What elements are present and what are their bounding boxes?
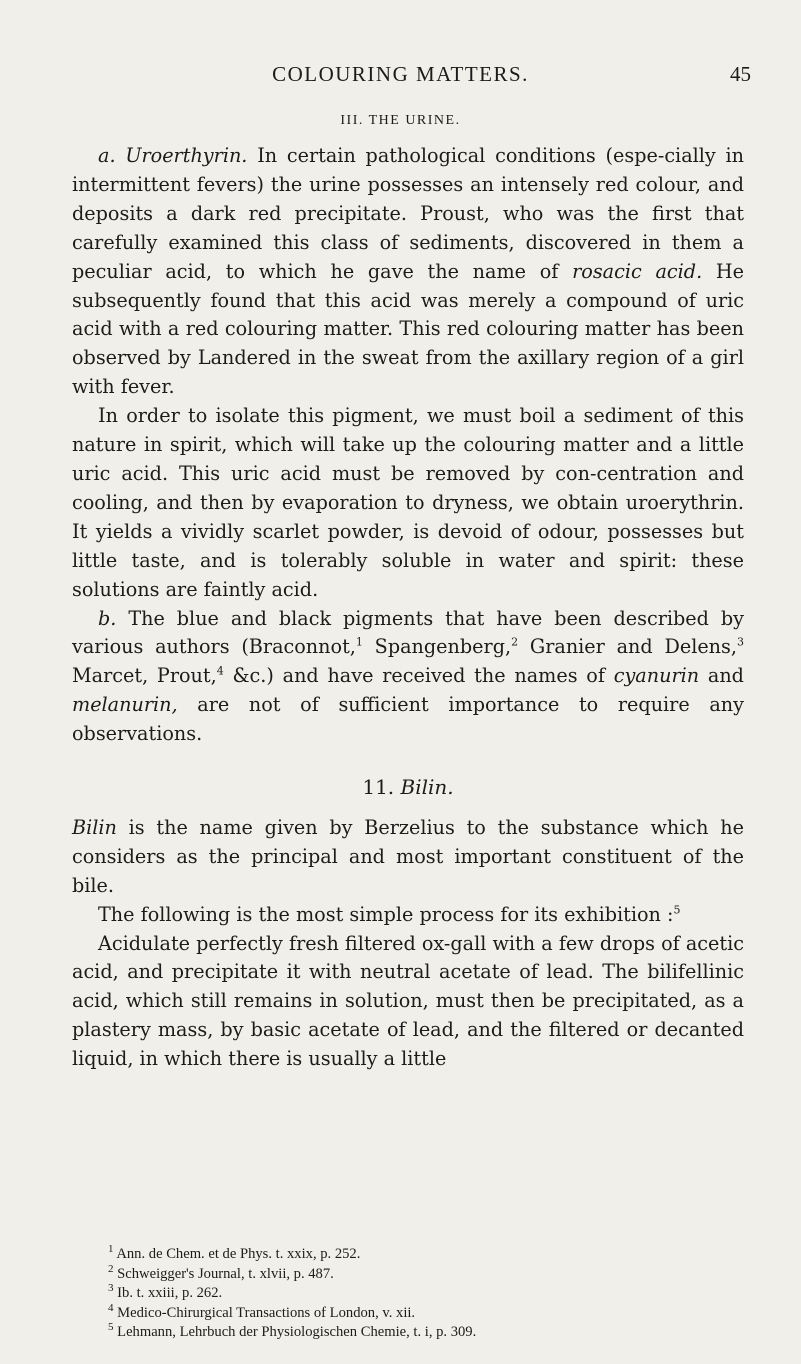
footnote: $^3$ Ib. t. xxiii, p. 262. xyxy=(108,1282,223,1302)
footnote-ref-3: 3 xyxy=(737,636,744,650)
running-head xyxy=(0,62,801,92)
page-number: 45 xyxy=(730,62,751,86)
chapter-number: 11. xyxy=(362,775,395,800)
chapter-heading-bilin xyxy=(72,773,744,802)
section-heading: III. THE URINE. xyxy=(340,113,461,128)
term-bilin: Bilin xyxy=(72,815,117,839)
item-label: b. xyxy=(98,606,117,630)
term-melanurin: melanurin, xyxy=(72,693,178,717)
paragraph-uroerythrin: a. Uroerthyrin. In certain pathological conditions (espe-cially in intermittent fevers) the urine possesses an intensely red colour, and deposits a dark red precipitate. Proust, who was the first that carefully examined this class of sediments, discovered in them a peculiar acid, to which he gave the name of rosacic acid. He subsequently found that this acid was merely a compound of uric acid with a red colouring matter. This red colouring matter has been observed by Landered in the sweat from the axillary region of a girl with fever. xyxy=(72,144,744,399)
paragraph-blue-black-pigments: b. The blue and black pigments that have been described by various authors (Braconnot,$^1$ Spangenberg,$^2$ Granier and Delens,$^3$ Marcet, Prout,$^4$ &c.) and have received the names of cyanurin and melanurin, are not of sufficient importance to require any observations. xyxy=(72,606,744,746)
paragraph-process: Acidulate perfectly fresh filtered ox-gall with a few drops of acetic acid, and precipitate it with neutral acetate of lead. The bilifellinic acid, which still remains in solution, must then be precipitated, as a plastery mass, by basic acetate of lead, and the filtered or decanted liquid, in which there is usually a little xyxy=(72,931,744,1071)
term-cyanurin: cyanurin xyxy=(613,664,700,688)
footnotes xyxy=(108,1245,744,1343)
chapter-title: Bilin. xyxy=(400,775,454,800)
footnote: $^1$ Ann. de Chem. et de Phys. t. xxix, p. 252. xyxy=(108,1243,361,1262)
term-uroerythrin: Uroerthyrin. xyxy=(125,144,248,167)
paragraph-process-intro: The following is the most simple process for its exhibition :$^5$ xyxy=(98,902,681,926)
footnote-ref-5: 5 xyxy=(673,903,681,917)
footnote: $^2$ Schweigger's Journal, t. xlvii, p. 487. xyxy=(108,1262,334,1282)
footnote-ref-2: 2 xyxy=(511,636,519,650)
footnote-ref-1: 1 xyxy=(355,636,363,650)
paragraph-isolation: In order to isolate this pigment, we must boil a sediment of this nature in spirit, which will take up the colouring matter and a little uric acid. This uric acid must be removed by con-centration and cooling, and then by evaporation to dryness, we obtain uroerythrin. It yields a vividly scarlet powder, is devoid of odour, possesses but little taste, and is tolerably soluble in water and spirit: these solutions are faintly acid. xyxy=(72,404,744,601)
body-text xyxy=(72,142,744,1074)
paragraph-bilin-definition: Bilin is the name given by Berzelius to the substance which he considers as the principal and most important constituent of the bile. xyxy=(72,815,744,897)
term-rosacic-acid: rosacic acid. xyxy=(572,259,703,283)
running-title: COLOURING MATTERS. xyxy=(272,62,529,86)
footnote: $^4$ Medico-Chirurgical Transactions of London, v. xii. xyxy=(108,1301,416,1321)
footnote-ref-4: 4 xyxy=(216,664,224,678)
item-label: a. xyxy=(98,144,116,167)
footnote: $^5$ Lehmann, Lehrbuch der Physiologischen Chemie, t. i, p. 309. xyxy=(108,1321,477,1341)
